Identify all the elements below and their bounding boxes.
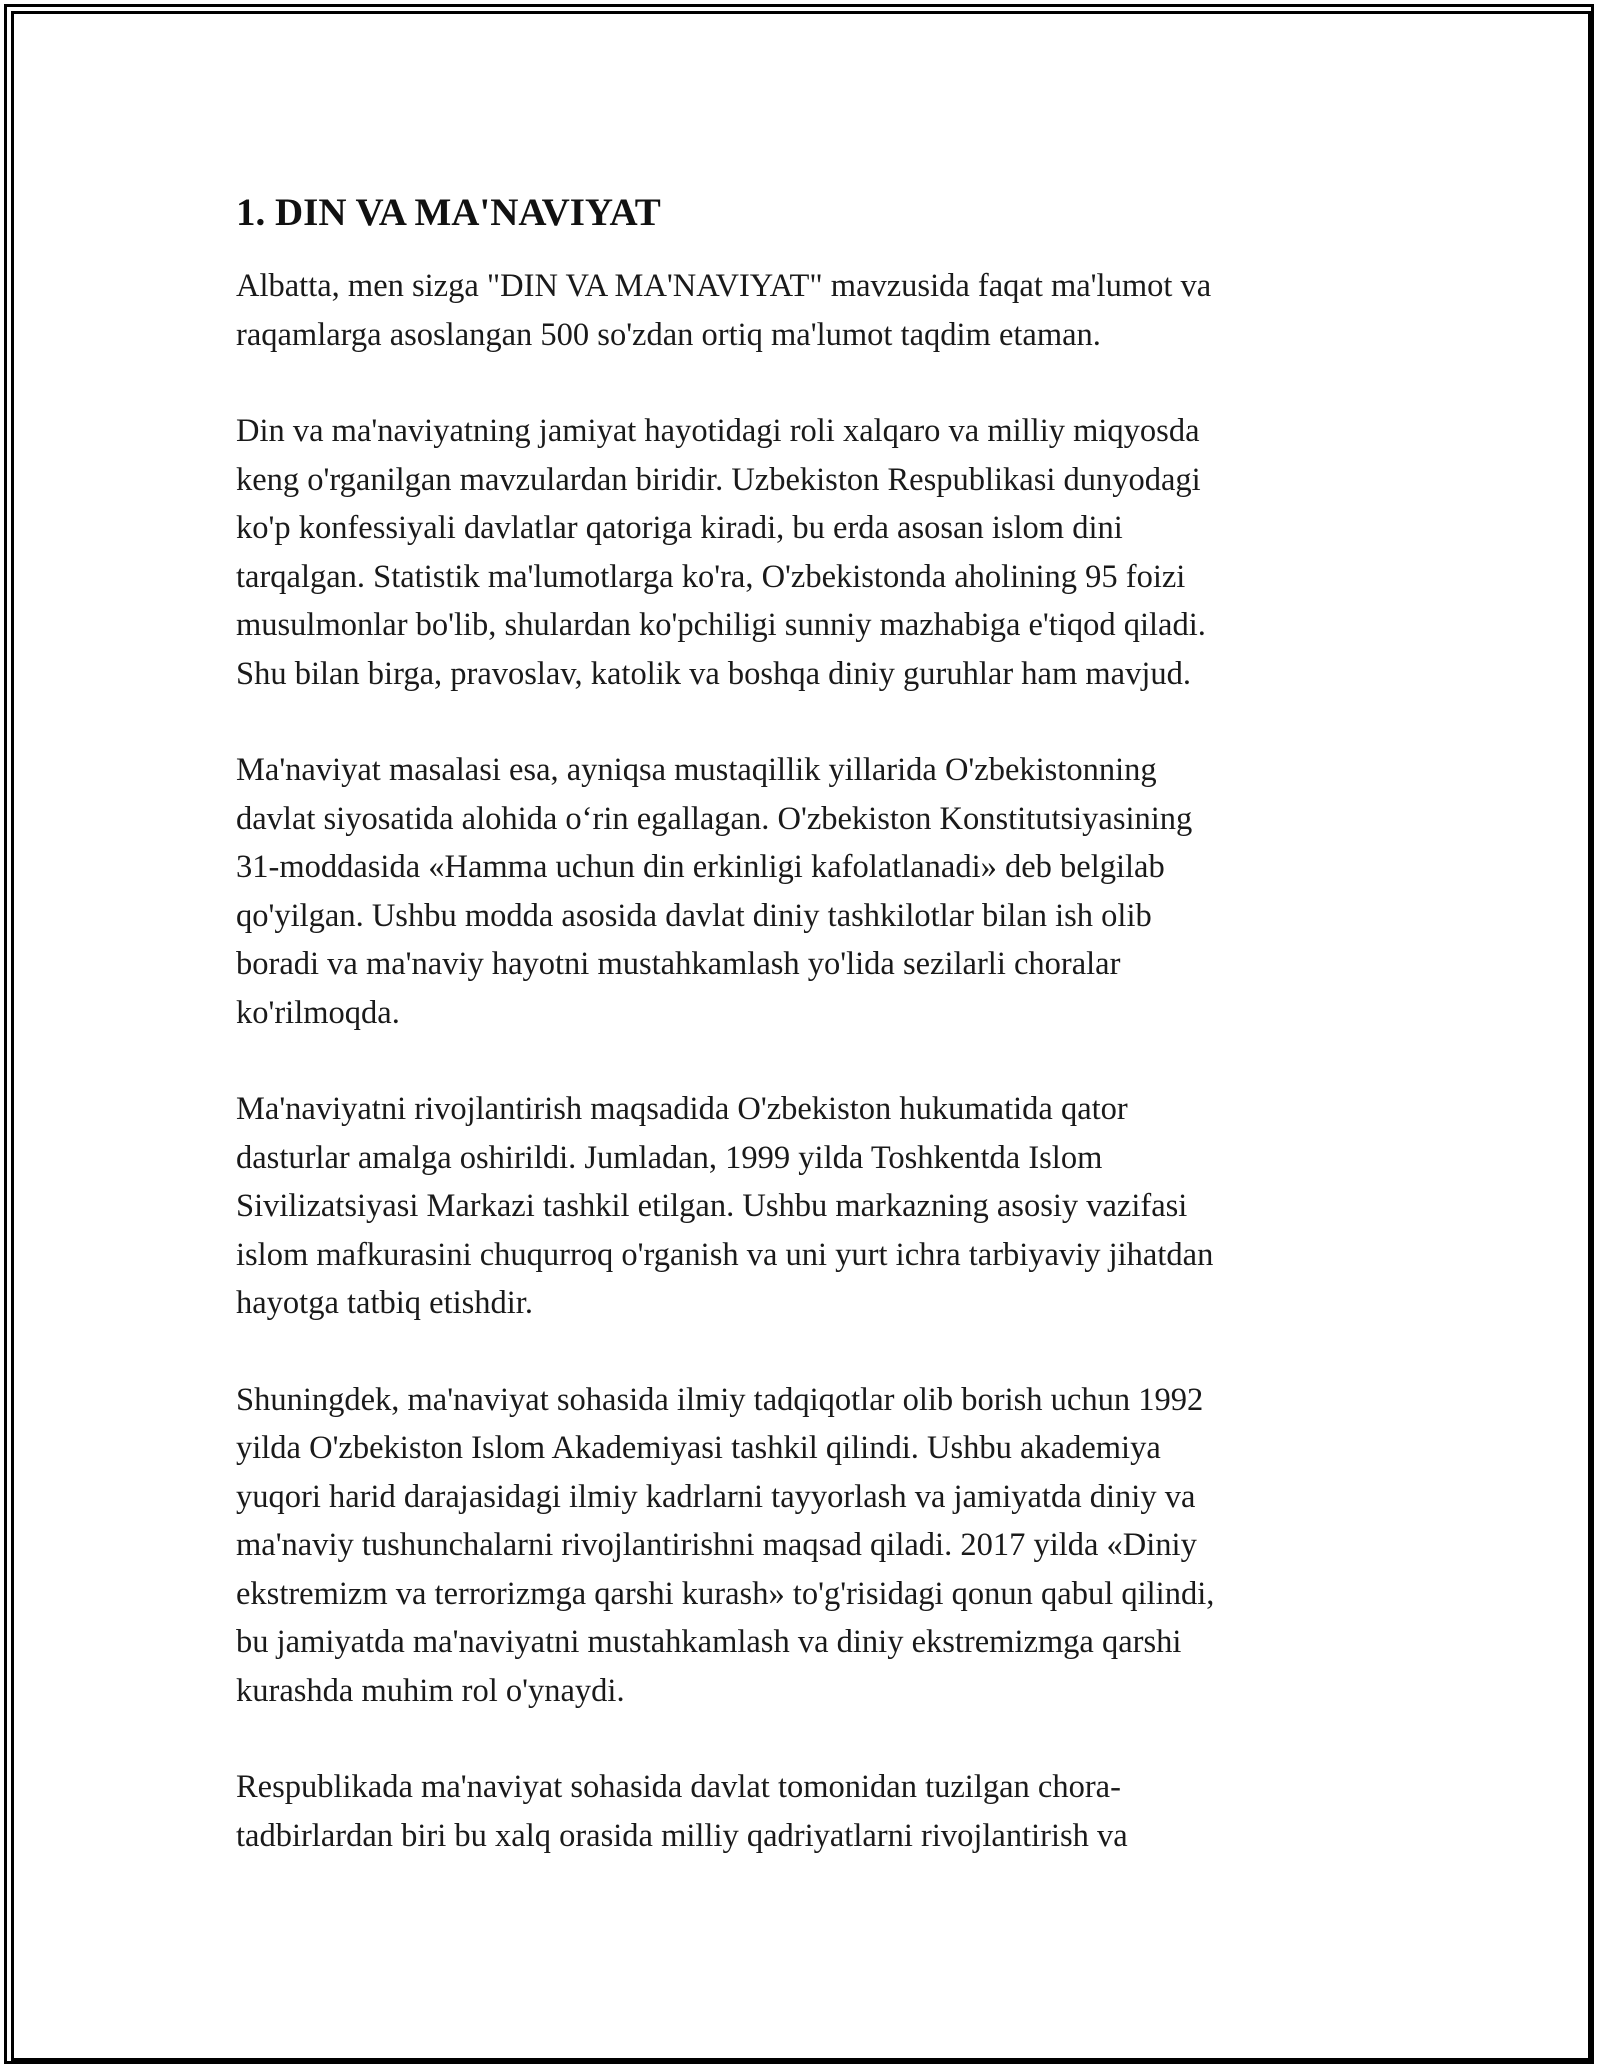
page-title: 1. DIN VA MA'NAVIYAT bbox=[236, 191, 661, 234]
paragraph-spirituality-policy: Ma'naviyat masalasi esa, ayniqsa mustaqillik yillarida O'zbekistonning davlat siyosatida alohida o‘rin egallagan. O'zbekiston Konstitutsiyasining 31-moddasida «Hamma uchun din erkinligi kafolatlanadi» deb belgilab qo'yilgan. Ushbu modda asosida davlat diniy tashkilotlar bilan ish olib boradi va ma'naviy hayotni mustahkamlash yo'lida sezilarli choralar ko'rilmoqda. bbox=[236, 752, 1193, 1031]
document-body bbox=[236, 186, 1376, 1908]
paragraph-intro: Albatta, men sizga "DIN VA MA'NAVIYAT" mavzusida faqat ma'lumot va raqamlarga asoslangan 500 so'zdan ortiq ma'lumot taqdim etaman. bbox=[236, 268, 1212, 353]
paragraph-national-values: Respublikada ma'naviyat sohasida davlat tomonidan tuzilgan chora- tadbirlardan biri bu xalq orasida milliy qadriyatlarni rivojlantirish va bbox=[236, 1769, 1128, 1854]
paragraph-religion-role: Din va ma'naviyatning jamiyat hayotidagi roli xalqaro va milliy miqyosda keng o'rganilgan mavzulardan biridir. Uzbekiston Respublikasi dunyodagi ko'p konfessiyali davlatlar qatoriga kiradi, bu erda asosan islom dini tarqalgan. Statistik ma'lumotlarga ko'ra, O'zbekistonda aholining 95 foizi musulmonlar bo'lib, shulardan ko'pchiligi sunniy mazhabiga e'tiqod qiladi. Shu bilan birga, pravoslav, katolik va boshqa diniy guruhlar ham mavjud. bbox=[236, 413, 1206, 692]
paragraph-academy: Shuningdek, ma'naviyat sohasida ilmiy tadqiqotlar olib borish uchun 1992 yilda O'zbekiston Islom Akademiyasi tashkil qilindi. Ushbu akademiya yuqori harid darajasidagi ilmiy kadrlarni tayyorlash va jamiyatda diniy va ma'naviy tushunchalarni rivojlantirishni maqsad qiladi. 2017 yilda «Diniy ekstremizm va terrorizmga qarshi kurash» to'g'risidagi qonun qabul qilindi, bu jamiyatda ma'naviyatni mustahkamlash va diniy ekstremizmga qarshi kurashda muhim rol o'ynaydi. bbox=[236, 1381, 1215, 1709]
paragraph-development-programs: Ma'naviyatni rivojlantirish maqsadida O'zbekiston hukumatida qator dasturlar amalga oshirildi. Jumladan, 1999 yilda Toshkentda Islom Sivilizatsiyasi Markazi tashkil etilgan. Ushbu markazning asosiy vazifasi islom mafkurasini chuqurroq o'rganish va uni yurt ichra tarbiyaviy jihatdan hayotga tatbiq etishdir. bbox=[236, 1091, 1214, 1321]
